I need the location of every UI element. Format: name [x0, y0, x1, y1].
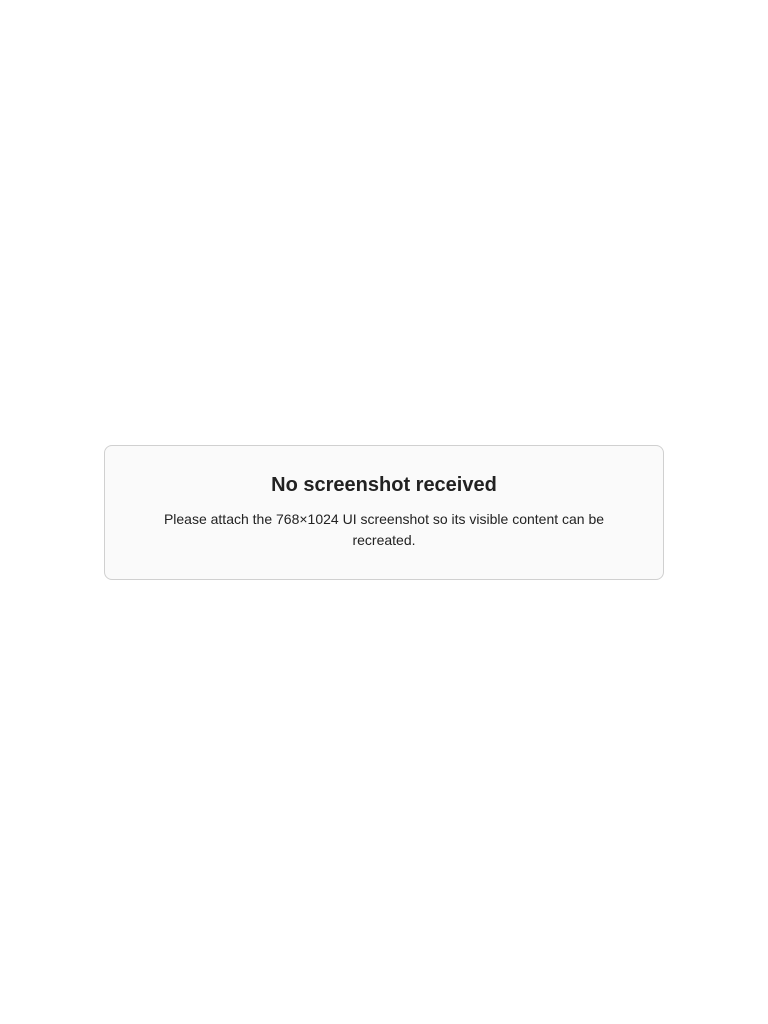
missing-image-notice [104, 445, 664, 580]
notice-title: No screenshot received [271, 473, 497, 496]
notice-body: Please attach the 768×1024 UI screenshot so its visible content can be recreated. [163, 510, 605, 548]
